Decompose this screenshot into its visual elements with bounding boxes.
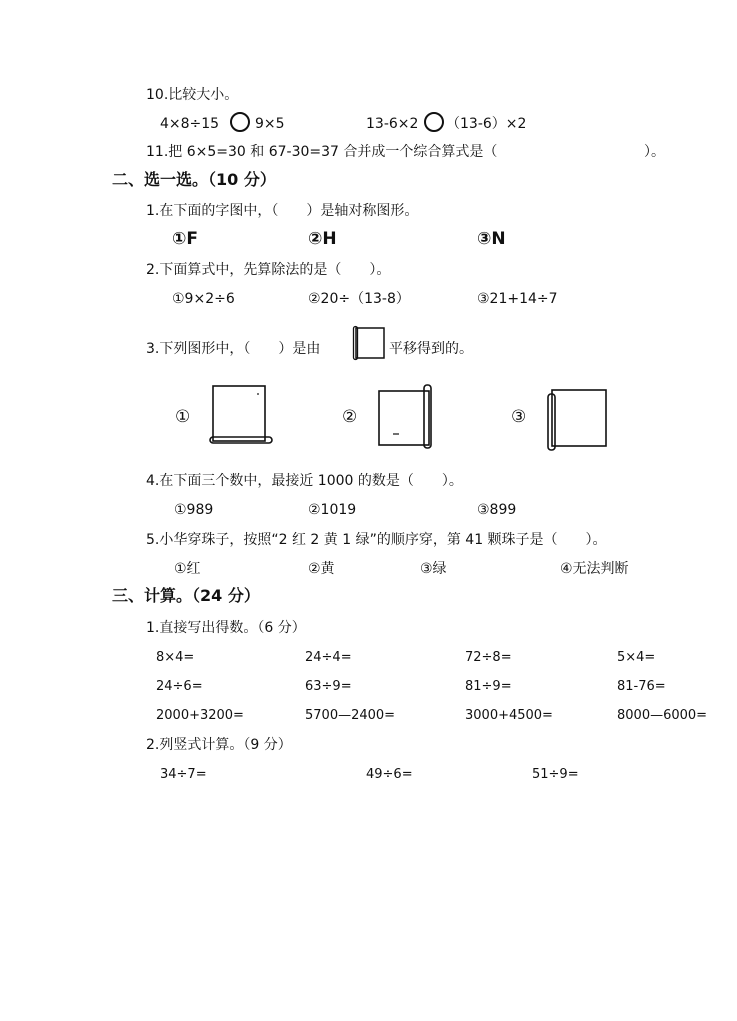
q10-right-expr: 13-6×2: [366, 116, 419, 132]
compare-circle-2[interactable]: [424, 112, 444, 132]
scroll-figure-1: [207, 382, 277, 448]
q10-left-rhs: 9×5: [255, 116, 285, 132]
scroll-figure-2: [375, 382, 437, 452]
calc-item: 24÷4=: [305, 650, 352, 665]
s2-q3-text-a: 3.下列图形中，（ ）是由: [146, 341, 321, 357]
s2-q5-text: 5.小华穿珠子，按照“2 红 2 黄 1 绿”的顺序穿，第 41 颗珠子是（ ）。: [146, 532, 607, 548]
s2-q5-opt3: ③绿: [420, 561, 447, 577]
s2-q3-opt1: ①: [175, 407, 191, 427]
calc-item: 8×4=: [156, 650, 195, 665]
s2-q3-text-b: 平移得到的。: [389, 341, 473, 357]
q11-text: 11.把 6×5=30 和 67-30=37 合并成一个综合算式是（: [146, 144, 498, 160]
section2-heading: 二、选一选。（10 分）: [112, 170, 276, 189]
vertical-calc-item: 49÷6=: [366, 767, 413, 782]
s2-q3-opt3: ③: [511, 407, 527, 427]
vertical-calc-item: 51÷9=: [532, 767, 579, 782]
calc-item: 5700—2400=: [305, 708, 396, 723]
calc-item: 3000+4500=: [465, 708, 553, 723]
calc-item: 72÷8=: [465, 650, 512, 665]
calc-item: 63÷9=: [305, 679, 352, 694]
s2-q4-opt3: ③899: [477, 502, 517, 518]
s2-q1-text: 1.在下面的字图中，（ ）是轴对称图形。: [146, 203, 419, 219]
s2-q2-opt2: ②20÷（13-8）: [308, 291, 410, 307]
q10-title: 10.比较大小。: [146, 87, 239, 103]
s2-q4-opt1: ①989: [174, 502, 214, 518]
calc-item: 81-76=: [617, 679, 666, 694]
q10-left-expr: 4×8÷15: [160, 116, 220, 132]
q11-close: ）。: [644, 144, 665, 160]
s2-q5-opt2: ②黄: [308, 561, 335, 577]
s2-q4-text: 4.在下面三个数中，最接近 1000 的数是（ ）。: [146, 473, 463, 489]
calc-item: 5×4=: [617, 650, 656, 665]
s2-q3-opt2: ②: [342, 407, 358, 427]
section3-heading: 三、计算。（24 分）: [112, 586, 260, 605]
compare-circle-1[interactable]: [230, 112, 250, 132]
scroll-reference-icon: [352, 325, 388, 361]
s2-q1-opt3: ③N: [477, 229, 506, 249]
s2-q2-opt1: ①9×2÷6: [172, 291, 235, 307]
calc-item: 81÷9=: [465, 679, 512, 694]
scroll-figure-3: [544, 384, 610, 452]
vertical-calc-item: 34÷7=: [160, 767, 207, 782]
q10-right-rhs: （13-6）×2: [446, 116, 527, 132]
s3-q2-text: 2.列竖式计算。（9 分）: [146, 737, 292, 753]
calc-item: 24÷6=: [156, 679, 203, 694]
s2-q1-opt1: ①F: [172, 229, 199, 249]
s2-q2-text: 2.下面算式中，先算除法的是（ ）。: [146, 262, 391, 278]
s2-q5-opt4: ④无法判断: [560, 561, 629, 577]
calc-item: 2000+3200=: [156, 708, 244, 723]
s2-q2-opt3: ③21+14÷7: [477, 291, 558, 307]
s2-q5-opt1: ①红: [174, 561, 201, 577]
s3-q1-text: 1.直接写出得数。（6 分）: [146, 620, 306, 636]
s2-q1-opt2: ②H: [308, 229, 337, 249]
calc-item: 8000—6000=: [617, 708, 708, 723]
s2-q4-opt2: ②1019: [308, 502, 357, 518]
